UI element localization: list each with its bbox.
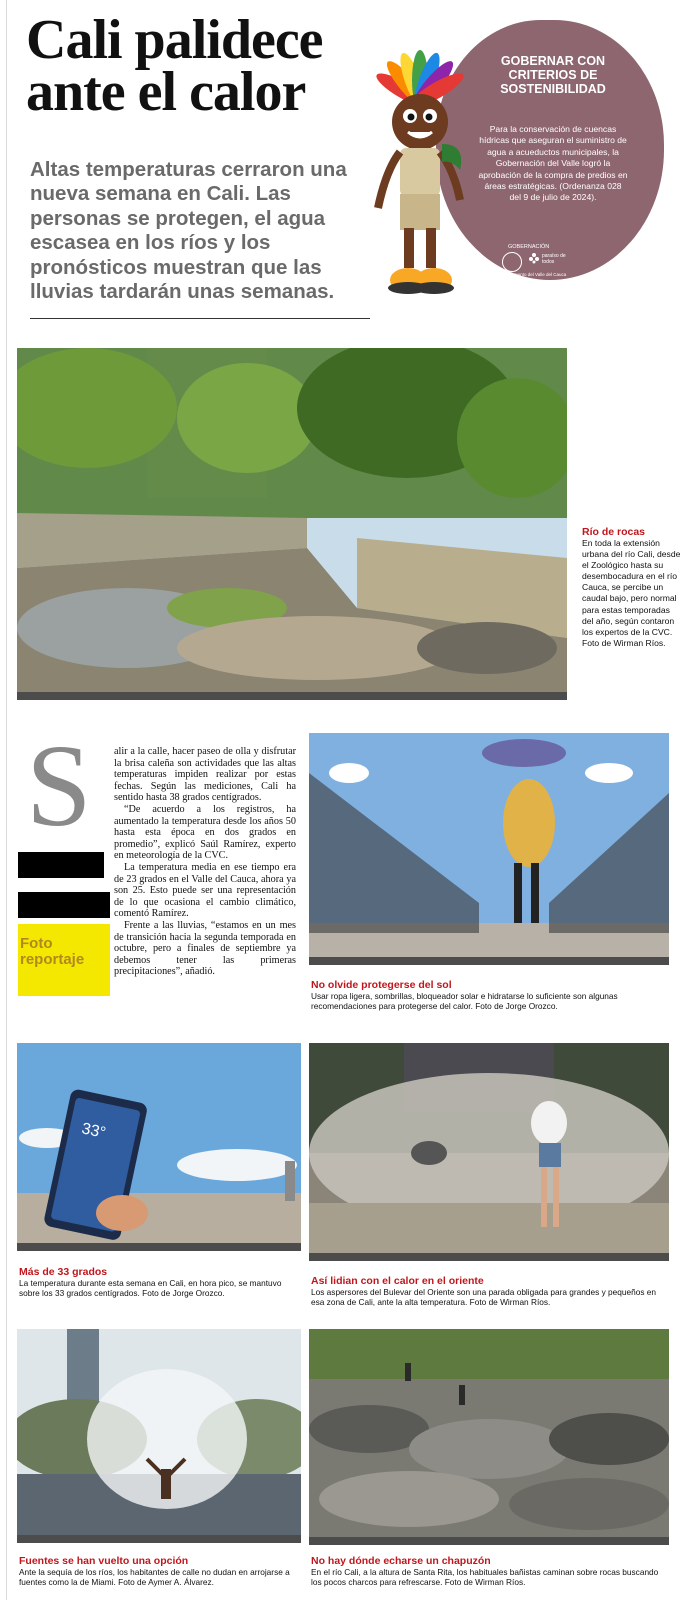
caption-body-fuentes: Ante la sequía de los ríos, los habitantes de calle no dudan en arrojarse a fuentes como la de Miami. Foto de Aymer A. Álvarez. <box>19 1567 290 1587</box>
article-body <box>114 746 296 978</box>
caption-body-oriente: Los aspersores del Bulevar del Oriente son una parada obligada para grandes y pequeños en esa zona de Cali, ante la alta temperatura. Foto de Wirman Ríos. <box>311 1287 657 1307</box>
header-divider <box>30 318 370 319</box>
photo-bar <box>309 1537 669 1545</box>
caption-title-oriente: Así lidian con el calor en el oriente <box>311 1275 484 1287</box>
photo-calor-en-el-oriente <box>309 1043 669 1253</box>
photo-bar <box>309 957 669 965</box>
page-edge-line <box>6 0 7 1600</box>
photo-protegerse-del-sol <box>309 733 669 957</box>
page-deck: Altas temperaturas cerraron una nueva semana en Cali. Las personas se protegen, el agua escasea en los ríos y los pronósticos muestran que las lluvias tardarán unas semanas. <box>30 158 347 304</box>
photo-mas-de-33-grados <box>17 1043 301 1243</box>
caption-title-chapuzon: No hay dónde echarse un chapuzón <box>311 1555 491 1567</box>
article-paragraph: La temperatura media en ese tiempo era de 23 grados en el Valle del Cauca, ahora ya son 25. Esto puede ser una representación de lo que ocasiona el cambio climático, comentó Ramírez. <box>114 861 296 920</box>
black-block <box>18 892 110 918</box>
ad-body: Para la conservación de cuencas hídricas que aseguran el suministro de agua a acueductos municipales, la Gobernación del Valle logró la aprobación de la compra de predios en áreas estratégicas. (Ordenanza 028 del 9 de julio de 2024). <box>478 124 628 203</box>
caption-body-grados: La temperatura durante esta semana en Cali, en hora pico, se mantuvo sobre los 33 grados centígrados. Foto de Jorge Orozco. <box>19 1278 282 1298</box>
photo-fuentes <box>17 1329 301 1535</box>
photo-bar <box>17 692 567 700</box>
photo-bar <box>17 1535 301 1543</box>
caption-title-fuentes: Fuentes se han vuelto una opción <box>19 1555 189 1567</box>
phone-temperature: 33° <box>80 1120 108 1142</box>
caption-body-chapuzon: En el río Cali, a la altura de Santa Rita, los habituales bañistas caminan sobre rocas buscando los pocos charcos para refrescarse. Foto de Wirman Ríos. <box>311 1567 659 1587</box>
caption-title-grados: Más de 33 grados <box>19 1266 108 1278</box>
photo-bar <box>309 1253 669 1261</box>
flower-logo-icon <box>528 252 540 264</box>
section-label: Foto reportaje <box>20 935 85 968</box>
photo-bar <box>17 1243 301 1251</box>
page-headline: Cali palidece ante el calor <box>26 9 323 123</box>
foto-reportaje-label <box>18 924 110 996</box>
article-paragraph: “De acuerdo a los registros, ha aumentado la temperatura desde los años 50 hasta esta época en dos grados en promedio”, explicó Saúl Ramírez, experto en meteorología de la CVC. <box>114 803 296 862</box>
photo-rio-de-rocas <box>17 348 567 692</box>
drop-cap: S <box>26 720 92 851</box>
ad-title: GOBERNAR CON CRITERIOS DE SOSTENIBILIDAD <box>500 54 606 96</box>
ad-logos <box>498 244 618 277</box>
caption-body-rio: En toda la extensión urbana del río Cali, desde el Zoológico hasta su desembocadura en el río Cauca, se percibe un caudal bajo, pero normal para estas temporadas del año, según contaron los expertos de la CVC. Foto de Wirman Ríos. <box>582 538 681 648</box>
caption-title-protegerse: No olvide protegerse del sol <box>311 979 452 991</box>
seal-icon <box>502 252 522 272</box>
gobernacion-logo-label: GOBERNACIÓN <box>508 244 550 250</box>
paraiso-label: paraíso de todos <box>542 253 566 265</box>
article-paragraph: Frente a las lluvias, “estamos en un mes de transición hacia la segunda temporada en octubre, pero a finales de septiembre ya debemos tener las primeras precipitaciones”, añadió. <box>114 919 296 978</box>
black-block <box>18 852 104 878</box>
photo-chapuzon <box>309 1329 669 1537</box>
mascot-illustration <box>356 40 484 312</box>
caption-title-rio: Río de rocas <box>582 526 646 538</box>
caption-body-protegerse: Usar ropa ligera, sombrillas, bloqueador solar e hidratarse lo suficiente son algunas recomendaciones para protegerse del calor. Foto de Jorge Orozco. <box>311 991 618 1011</box>
article-paragraph: alir a la calle, hacer paseo de olla y disfrutar la brisa caleña son actividades que las altas temperaturas impiden realizar por estas fechas. Según las mediciones, Cali ha sentido hasta 38 grados centígrados. <box>114 746 296 804</box>
departamento-label: Departamento del Valle del Cauca <box>498 272 567 277</box>
